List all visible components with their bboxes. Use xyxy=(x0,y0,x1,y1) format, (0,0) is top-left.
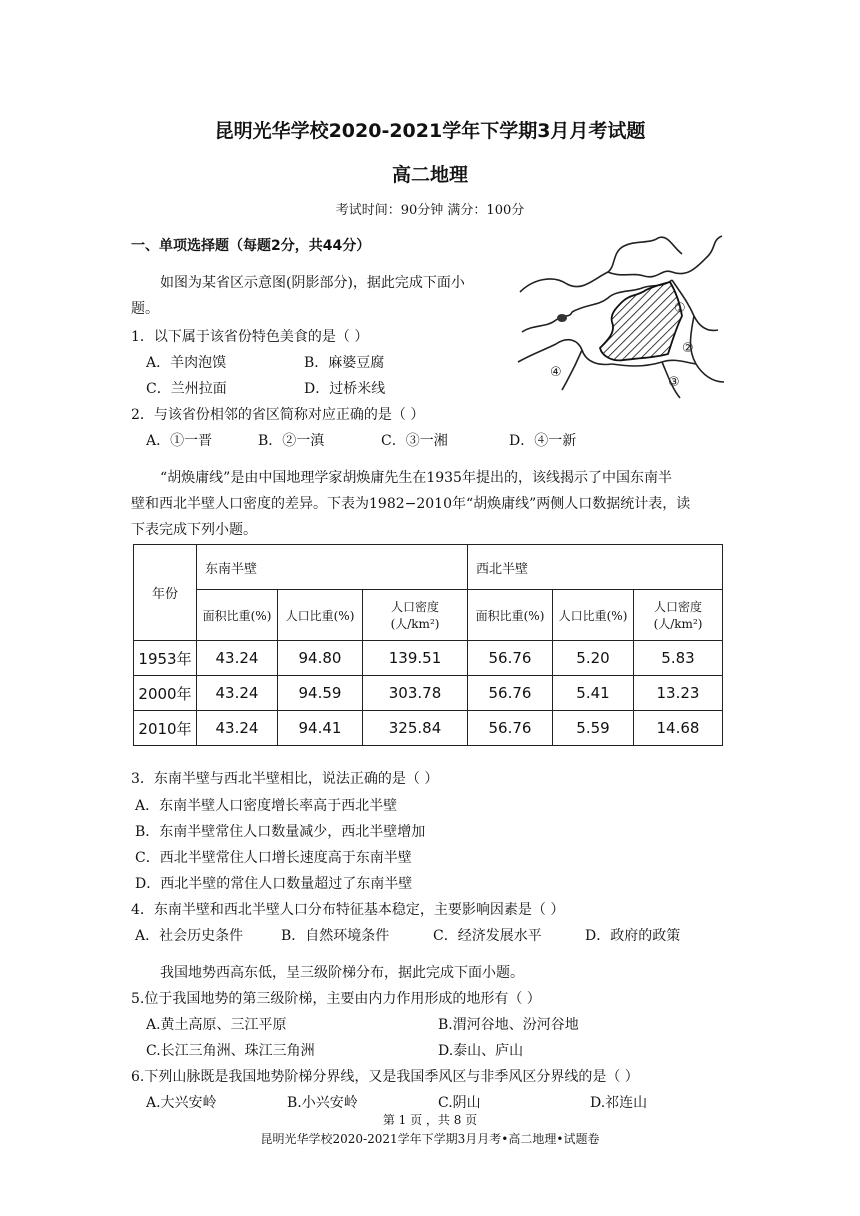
q3-stem: 3．东南半壁与西北半壁相比，说法正确的是（ ） xyxy=(131,771,439,787)
q1-stem: 1．以下属于该省份特色美食的是（ ） xyxy=(131,329,369,345)
q2-option-b: B．②一滇 xyxy=(258,433,325,449)
header-southeast: 东南半壁 xyxy=(197,545,468,590)
q4-option-b: B．自然环境条件 xyxy=(281,928,390,944)
header-nw-area: 面积比重(%) xyxy=(468,590,553,641)
map-label-4: ④ xyxy=(550,365,562,380)
intro2-line2: 壁和西北半壁人口密度的差异。下表为1982−2010年“胡焕庸线”两侧人口数据统计表，读 xyxy=(131,496,691,512)
q3-option-b: B．东南半壁常住人口数量减少，西北半壁增加 xyxy=(135,824,426,840)
q5-option-b: B.渭河谷地、汾河谷地 xyxy=(438,1017,579,1033)
exam-title: 昆明光华学校2020-2021学年下学期3月月考试题 xyxy=(214,120,646,142)
table-cell: 94.80 xyxy=(278,641,363,676)
q2-option-d: D．④一新 xyxy=(509,433,577,449)
header-year: 年份 xyxy=(134,545,197,641)
header-northwest: 西北半壁 xyxy=(468,545,723,590)
intro3: 我国地势西高东低，呈三级阶梯分布，据此完成下面小题。 xyxy=(160,965,524,981)
intro1-line1: 如图为某省区示意图(阴影部分)，据此完成下面小 xyxy=(160,275,465,291)
table-cell: 5.59 xyxy=(553,711,634,746)
table-cell: 139.51 xyxy=(363,641,468,676)
q1-option-a: A．羊肉泡馍 xyxy=(146,355,227,371)
intro1-line2: 题。 xyxy=(131,301,159,317)
table-cell: 325.84 xyxy=(363,711,468,746)
q5-stem: 5.位于我国地势的第三级阶梯，主要由内力作用形成的地形有（ ） xyxy=(131,991,541,1007)
q2-stem: 2．与该省份相邻的省区简称对应正确的是（ ） xyxy=(131,407,425,423)
q1-option-b: B．麻婆豆腐 xyxy=(304,355,385,371)
table-cell: 14.68 xyxy=(634,711,723,746)
table-cell: 13.23 xyxy=(634,676,723,711)
province-map xyxy=(512,232,730,402)
section-heading: 一、单项选择题（每题2分，共44分） xyxy=(131,238,371,254)
header-se-pop: 人口比重(%) xyxy=(278,590,363,641)
table-cell: 43.24 xyxy=(197,641,278,676)
table-cell: 5.41 xyxy=(553,676,634,711)
table-cell: 43.24 xyxy=(197,711,278,746)
map-label-3: ③ xyxy=(668,375,680,390)
q4-option-d: D．政府的政策 xyxy=(585,928,681,944)
table-row xyxy=(134,711,723,746)
q1-option-c: C．兰州拉面 xyxy=(146,381,227,397)
q3-option-a: A．东南半壁人口密度增长率高于西北半壁 xyxy=(135,798,398,814)
q5-option-c: C.长江三角洲、珠江三角洲 xyxy=(146,1043,315,1059)
table-cell: 56.76 xyxy=(468,676,553,711)
q5-option-a: A.黄土高原、三江平原 xyxy=(146,1017,287,1033)
map-label-1: ① xyxy=(674,301,686,316)
q6-option-c: C.阴山 xyxy=(438,1095,481,1111)
table-row xyxy=(134,676,723,711)
q5-option-d: D.泰山、庐山 xyxy=(438,1043,524,1059)
exam-meta: 考试时间：90分钟 满分：100分 xyxy=(335,203,525,218)
q6-option-d: D.祁连山 xyxy=(590,1095,648,1111)
table-cell: 43.24 xyxy=(197,676,278,711)
page-number: 第 1 页 ，共 8 页 xyxy=(382,1113,478,1127)
header-nw-density: 人口密度 (人/km²) xyxy=(634,590,723,641)
q6-option-a: A.大兴安岭 xyxy=(146,1095,217,1111)
intro2-line3: 下表完成下列小题。 xyxy=(131,522,257,538)
q6-option-b: B.小兴安岭 xyxy=(287,1095,358,1111)
table-cell: 94.59 xyxy=(278,676,363,711)
q3-option-d: D．西北半壁的常住人口数量超过了东南半壁 xyxy=(135,876,413,892)
table-cell: 56.76 xyxy=(468,641,553,676)
table-cell: 303.78 xyxy=(363,676,468,711)
header-se-area: 面积比重(%) xyxy=(197,590,278,641)
q6-stem: 6.下列山脉既是我国地势阶梯分界线，又是我国季风区与非季风区分界线的是（ ） xyxy=(131,1069,639,1085)
q4-stem: 4．东南半壁和西北半壁人口分布特征基本稳定，主要影响因素是（ ） xyxy=(131,902,565,918)
row-year: 2000年 xyxy=(134,676,197,711)
q3-option-c: C．西北半壁常住人口增长速度高于东南半壁 xyxy=(135,850,412,866)
intro2-line1: “胡焕庸线”是由中国地理学家胡焕庸先生在1935年提出的，该线揭示了中国东南半 xyxy=(160,470,672,486)
table-cell: 5.83 xyxy=(634,641,723,676)
table-cell: 56.76 xyxy=(468,711,553,746)
map-label-2: ② xyxy=(682,341,694,356)
table-cell: 5.20 xyxy=(553,641,634,676)
table-cell: 94.41 xyxy=(278,711,363,746)
header-se-density: 人口密度 (人/km²) xyxy=(363,590,468,641)
q4-option-a: A．社会历史条件 xyxy=(135,928,244,944)
footer-school: 昆明光华学校2020-2021学年下学期3月月考•高二地理•试题卷 xyxy=(260,1132,600,1146)
row-year: 1953年 xyxy=(134,641,197,676)
exam-subject: 高二地理 xyxy=(391,164,468,186)
q2-option-a: A．①一晋 xyxy=(146,433,213,449)
q1-option-d: D．过桥米线 xyxy=(304,381,386,397)
table-row xyxy=(134,641,723,676)
population-table xyxy=(133,544,723,746)
q4-option-c: C．经济发展水平 xyxy=(433,928,542,944)
row-year: 2010年 xyxy=(134,711,197,746)
header-nw-pop: 人口比重(%) xyxy=(553,590,634,641)
q2-option-c: C．③一湘 xyxy=(381,433,448,449)
